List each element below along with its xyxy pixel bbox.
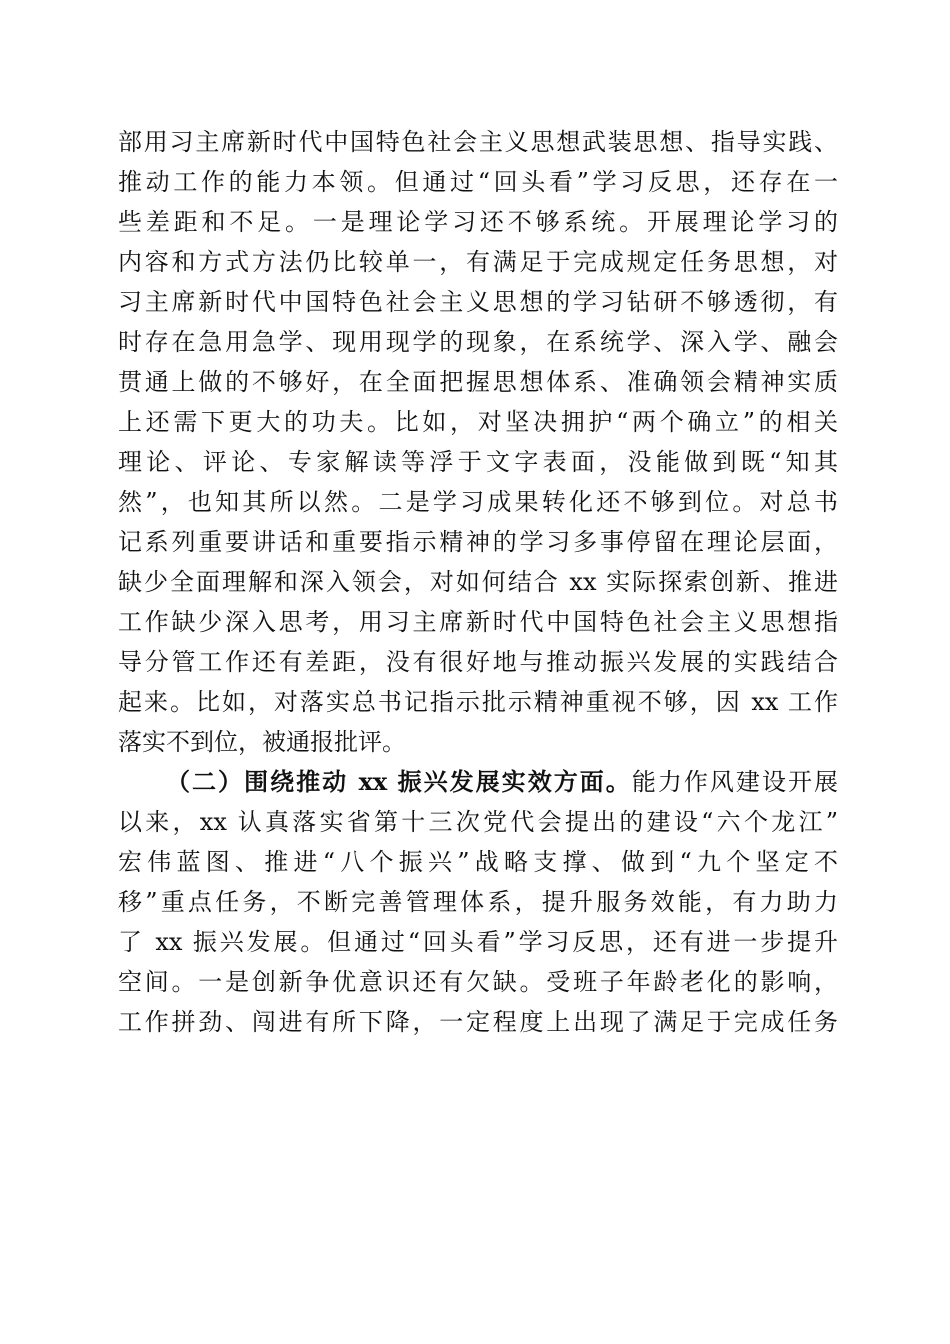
- paragraph-1-line: 时存在急用急学、现用现学的现象，在系统学、深入学、融会: [118, 328, 838, 356]
- paragraph-1-line: 推动工作的能力本领。但通过“回头看”学习反思，还存在一: [118, 168, 838, 196]
- paragraph-2-line: 空间。一是创新争优意识还有欠缺。受班子年龄老化的影响，: [118, 968, 838, 996]
- section-heading: （二）围绕推动 xx 振兴发展实效方面。: [166, 767, 632, 796]
- paragraph-1-line: 些差距和不足。一是理论学习还不够系统。开展理论学习的: [118, 208, 838, 236]
- paragraph-1-line: 理论、评论、专家解读等浮于文字表面，没能做到既“知其: [118, 448, 838, 476]
- paragraph-1-line: 落实不到位，被通报批评。: [118, 728, 406, 756]
- paragraph-1-line: 导分管工作还有差距，没有很好地与推动振兴发展的实践结合: [118, 648, 838, 676]
- paragraph-1-line: 记系列重要讲话和重要指示精神的学习多事停留在理论层面，: [118, 528, 838, 556]
- paragraph-2-line: 了 xx 振兴发展。但通过“回头看”学习反思，还有进一步提升: [118, 928, 838, 956]
- paragraph-2-line: 移”重点任务，不断完善管理体系，提升服务效能，有力助力: [118, 888, 838, 916]
- paragraph-2-first-line: [118, 762, 838, 802]
- paragraph-2: [118, 762, 838, 1042]
- paragraph-2-line: 工作拼劲、闯进有所下降，一定程度上出现了满足于完成任务: [118, 1008, 838, 1036]
- paragraph-1-line: 缺少全面理解和深入领会，对如何结合 xx 实际探索创新、推进: [118, 568, 838, 596]
- paragraph-1-line: 内容和方式方法仍比较单一，有满足于完成规定任务思想，对: [118, 248, 838, 276]
- paragraph-1-line: 贯通上做的不够好，在全面把握思想体系、准确领会精神实质: [118, 368, 838, 396]
- paragraph-1-line: 然”，也知其所以然。二是学习成果转化还不够到位。对总书: [118, 488, 838, 516]
- paragraph-1-line: 习主席新时代中国特色社会主义思想的学习钻研不够透彻，有: [118, 288, 838, 316]
- paragraph-1: [118, 122, 838, 762]
- paragraph-2-line: 以来，xx 认真落实省第十三次党代会提出的建设“六个龙江”: [118, 808, 838, 836]
- paragraph-1-line: 工作缺少深入思考，用习主席新时代中国特色社会主义思想指: [118, 608, 838, 636]
- paragraph-1-line: 部用习主席新时代中国特色社会主义思想武装思想、指导实践、: [118, 128, 838, 156]
- paragraph-2-first-line-text: 能力作风建设开展: [631, 768, 839, 796]
- body-text: [118, 122, 838, 1042]
- paragraph-2-line: 宏伟蓝图、推进“八个振兴”战略支撑、做到“九个坚定不: [118, 848, 838, 876]
- paragraph-1-line: 起来。比如，对落实总书记指示批示精神重视不够，因 xx 工作: [118, 688, 838, 716]
- paragraph-1-line: 上还需下更大的功夫。比如，对坚决拥护“两个确立”的相关: [118, 408, 838, 436]
